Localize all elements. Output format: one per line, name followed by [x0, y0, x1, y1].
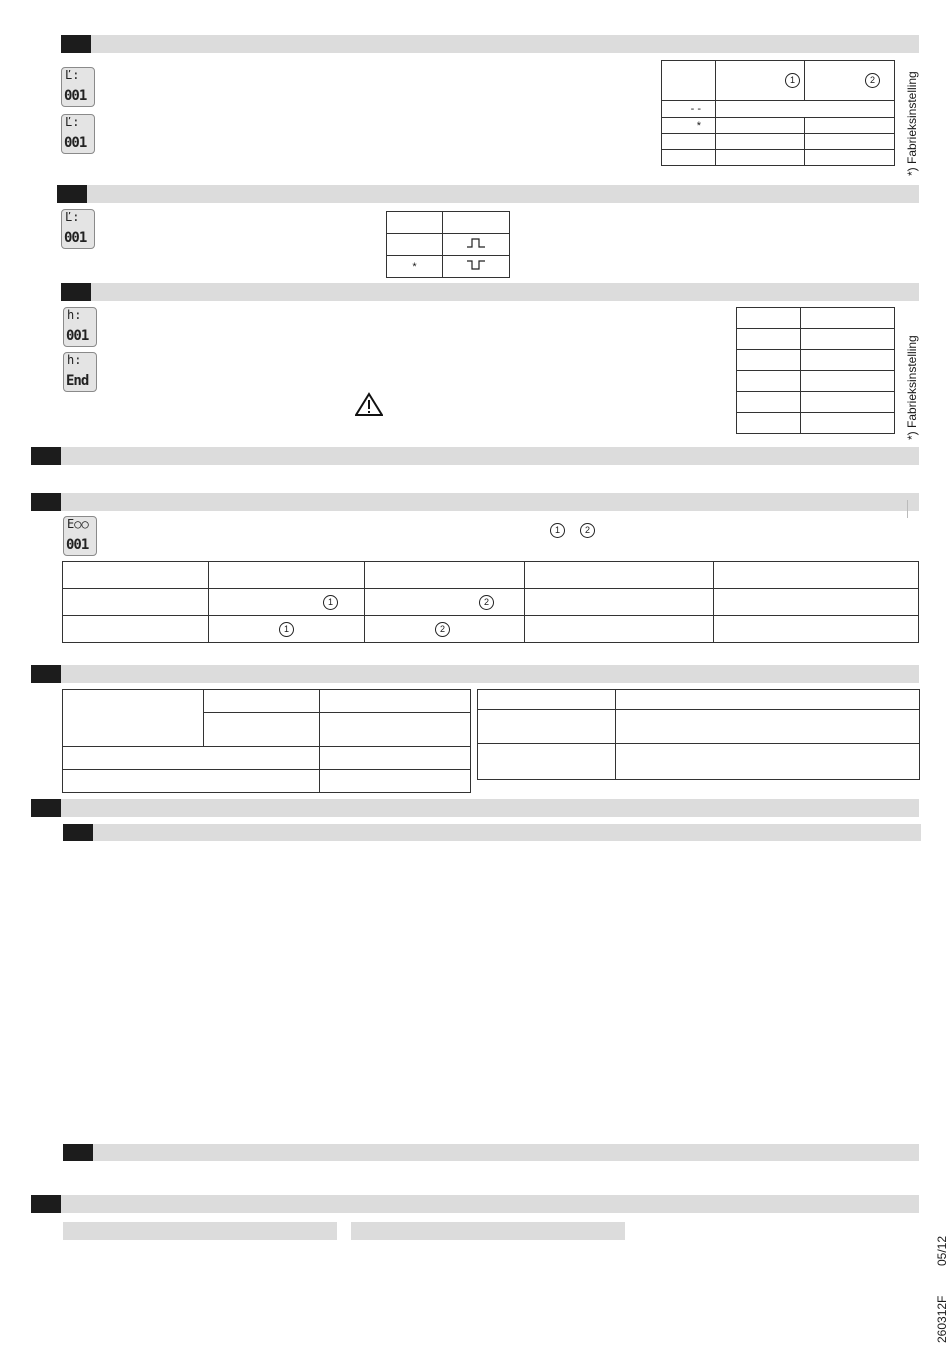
section-header-bar: [31, 665, 919, 683]
table-cell: [714, 589, 919, 616]
section-tab: [57, 185, 87, 203]
placeholder-box: [63, 1222, 337, 1240]
section-header-bar: [61, 35, 919, 53]
table-cell: [801, 371, 895, 392]
table-cell: [525, 589, 714, 616]
table-cell: [478, 710, 616, 744]
table-cell: [443, 234, 510, 256]
table-cell: [204, 690, 320, 713]
factory-setting-label: *) Fabrieksinstelling: [905, 71, 919, 176]
table-cell: [737, 413, 801, 434]
table-cell: [662, 150, 716, 166]
circled-number-2: 2: [580, 523, 595, 538]
subsection-header-bar: [63, 1144, 919, 1161]
lcd-top-text: E○○: [67, 517, 89, 531]
lcd-display: [63, 307, 97, 347]
section-tab: [31, 493, 61, 511]
table-cell: *: [662, 118, 716, 134]
spec-table-right: [477, 689, 920, 780]
lcd-display: [63, 516, 97, 556]
lcd-display: [61, 114, 95, 154]
table-cell: [737, 371, 801, 392]
table-cell: [320, 690, 471, 713]
lcd-bottom-text: 001: [64, 88, 87, 104]
lcd-bottom-text: 001: [64, 230, 87, 246]
table-cell: [716, 61, 805, 101]
table-cell: [63, 562, 209, 589]
section-tab: [31, 447, 61, 465]
section-tab: [31, 799, 61, 817]
output-mode-table: [386, 211, 510, 278]
section-header-bar: [31, 799, 919, 817]
table-cell: [525, 616, 714, 643]
subsection-header-bar: [63, 824, 921, 841]
section-header-bar: [31, 447, 919, 465]
circled-number-2: 2: [479, 595, 494, 610]
table-cell: [209, 616, 365, 643]
table-cell: [63, 747, 320, 770]
circled-number-1: 1: [323, 595, 338, 610]
table-cell: [662, 134, 716, 150]
table-cell: [443, 212, 510, 234]
table-cell: [805, 61, 895, 101]
section-tab: [31, 1195, 61, 1213]
document-date: 05/12: [935, 1235, 949, 1266]
section-tab: [63, 824, 93, 841]
section-header-bar: [31, 493, 919, 511]
table-cell: - -: [662, 101, 716, 118]
table-cell: [801, 350, 895, 371]
lcd-display: [61, 67, 95, 107]
lcd-display: [63, 352, 97, 392]
section-header-bar: [61, 283, 919, 301]
table-cell: [63, 616, 209, 643]
lcd-top-text: h:: [67, 308, 82, 322]
error-table: [62, 561, 919, 643]
table-cell: [63, 770, 320, 793]
factory-setting-label: *) Fabrieksinstelling: [905, 335, 919, 440]
table-cell: [209, 562, 365, 589]
pulse-low-icon: [466, 259, 486, 271]
spec-table-left: [62, 689, 471, 793]
lcd-top-text: h:: [67, 353, 82, 367]
table-cell: [443, 256, 510, 278]
divider: [907, 500, 908, 518]
lcd-bottom-text: 001: [66, 537, 89, 553]
table-cell: [737, 392, 801, 413]
table-cell: [716, 101, 895, 118]
table-cell: [801, 413, 895, 434]
table-cell: [478, 744, 616, 780]
table-cell: [387, 212, 443, 234]
table-cell: [737, 350, 801, 371]
table-cell: [714, 562, 919, 589]
section-tab: [61, 35, 91, 53]
lcd-bottom-text: 001: [66, 328, 89, 344]
warning-icon: [355, 392, 383, 417]
lcd-top-text: Ľ:: [65, 115, 80, 129]
table-cell: [805, 134, 895, 150]
settings-table: [661, 60, 895, 166]
section-header-bar: [31, 1195, 919, 1213]
table-cell: *: [387, 256, 443, 278]
table-cell: [616, 690, 920, 710]
table-cell: [478, 690, 616, 710]
document-code: 260312F: [935, 1295, 949, 1343]
lcd-display: [61, 209, 95, 249]
table-cell: [801, 392, 895, 413]
section-tab: [63, 1144, 93, 1161]
table-cell: [320, 747, 471, 770]
lcd-bottom-text: End: [66, 373, 89, 389]
table-cell: [616, 744, 920, 780]
table-cell: [320, 770, 471, 793]
table-cell: [716, 134, 805, 150]
table-cell: [365, 589, 525, 616]
table-cell: [716, 150, 805, 166]
circled-number-2: 2: [865, 73, 880, 88]
section-tab: [61, 283, 91, 301]
table-cell: [204, 713, 320, 747]
circled-number-2: 2: [435, 622, 450, 637]
pulse-high-icon: [466, 237, 486, 249]
section-header-bar: [57, 185, 919, 203]
table-cell: [209, 589, 365, 616]
circled-number-1: 1: [279, 622, 294, 637]
table-cell: [805, 150, 895, 166]
table-cell: [616, 710, 920, 744]
table-cell: [737, 308, 801, 329]
table-cell: [662, 61, 716, 101]
placeholder-box: [351, 1222, 625, 1240]
table-cell: [365, 616, 525, 643]
table-cell: [801, 329, 895, 350]
circled-number-1: 1: [785, 73, 800, 88]
settings-table: [736, 307, 895, 434]
table-cell: [63, 690, 204, 747]
lcd-top-text: Ľ:: [65, 68, 80, 82]
table-cell: [320, 713, 471, 747]
table-cell: [365, 562, 525, 589]
table-cell: [805, 118, 895, 134]
circled-number-1: 1: [550, 523, 565, 538]
section-tab: [31, 665, 61, 683]
table-cell: [387, 234, 443, 256]
table-cell: [525, 562, 714, 589]
table-cell: [63, 589, 209, 616]
lcd-bottom-text: 001: [64, 135, 87, 151]
table-cell: [801, 308, 895, 329]
table-cell: [716, 118, 805, 134]
lcd-top-text: Ľ:: [65, 210, 80, 224]
table-cell: [737, 329, 801, 350]
table-cell: [714, 616, 919, 643]
